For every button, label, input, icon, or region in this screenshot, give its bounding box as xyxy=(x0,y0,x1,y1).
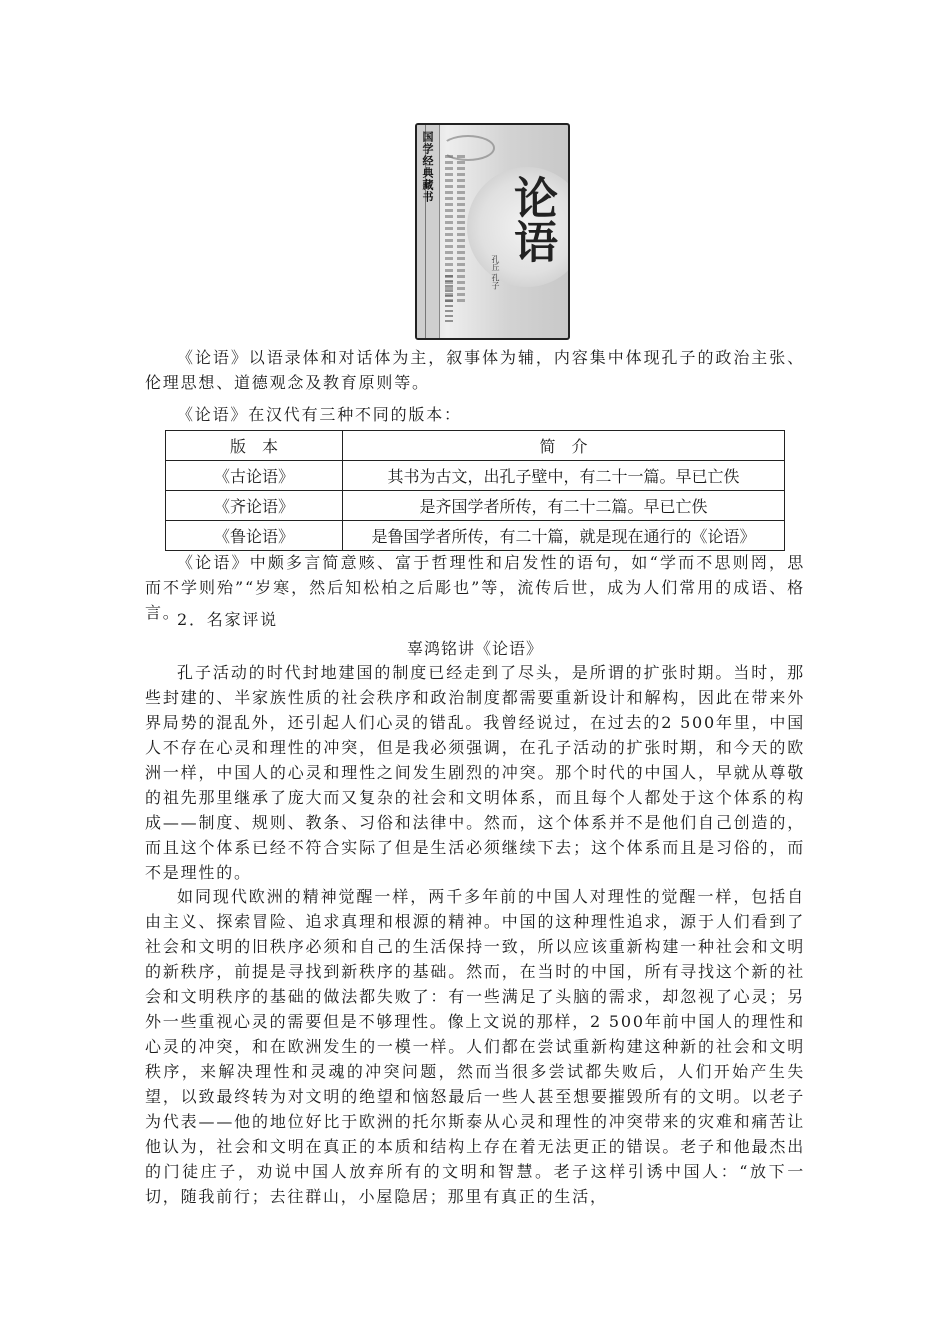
versions-table xyxy=(165,430,785,551)
book-cover-image xyxy=(415,123,570,340)
versions-intro: 《论语》在汉代有三种不同的版本： xyxy=(177,405,462,424)
table-row xyxy=(166,491,785,521)
table-row xyxy=(166,461,785,491)
table-header-cell: 简 介 xyxy=(343,431,785,461)
table-cell: 是鲁国学者所传，有二十篇，就是现在通行的《论语》 xyxy=(343,521,785,551)
cover-author: 孔丘 孔子 xyxy=(491,255,500,290)
table-row xyxy=(166,521,785,551)
table-cell: 《齐论语》 xyxy=(166,491,343,521)
table-cell: 其书为古文，出孔子壁中，有二十一篇。早已亡佚 xyxy=(343,461,785,491)
after-table-paragraph: 《论语》中颇多言简意赅、富于哲理性和启发性的语句，如“学而不思则罔，思而不学则殆”“岁寒，然后知松柏之后彫也”等，流传后世，成为人们常用的成语、格言。 xyxy=(145,553,805,622)
table-cell: 是齐国学者所传，有二十二篇。早已亡佚 xyxy=(343,491,785,521)
table-cell: 《古论语》 xyxy=(166,461,343,491)
table-header-row xyxy=(166,431,785,461)
cover-series-title: 国学经典藏书 xyxy=(421,131,434,203)
cover-title: 论语 xyxy=(506,175,557,263)
article-paragraph-2: 如同现代欧洲的精神觉醒一样，两千多年前的中国人对理性的觉醒一样，包括自由主义、探索冒险、追求真理和根源的精神。中国的这种理性追求，源于人们看到了社会和文明的旧秩序必须和自己的生活保持一致，所以应该重新构建一种社会和文明的新秩序，前提是寻找到新秩序的基础。然而，在当时的中国，所有寻找这个新的社会和文明秩序的基础的做法都失败了：有一些满足了头脑的需求，却忽视了心灵；另外一些重视心灵的需要但是不够理性。像上文说的那样，2 500年前中国人的理性和心灵的冲突，和在欧洲发生的一模一样。人们都在尝试重新构建这种新的社会和文明秩序，来解决理性和灵魂的冲突问题，然而当很多尝试都失败后，人们开始产生失望，以致最终转为对文明的绝望和恼怒最后一些人甚至想要摧毁所有的文明。以老子为代表——他的地位好比于欧洲的托尔斯泰从心灵和理性的冲突带来的灾难和痛苦让他认为，社会和文明在真正的本质和结构上存在着无法更正的错误。老子和他最杰出的门徒庄子，劝说中国人放弃所有的文明和智慧。老子这样引诱中国人：“放下一切，随我前行；去往群山，小屋隐居；那里有真正的生活， xyxy=(145,887,806,1206)
cover-publisher-mark xyxy=(445,275,453,323)
intro-paragraph: 《论语》以语录体和对话体为主，叙事体为辅，内容集中体现孔子的政治主张、伦理思想、道德观念及教育原则等。 xyxy=(145,348,805,392)
article-title: 辜鸿铭讲《论语》 xyxy=(406,639,543,658)
cover-small-text xyxy=(457,155,465,305)
table-header-cell: 版 本 xyxy=(166,431,343,461)
section-heading: 2．名家评说 xyxy=(177,610,278,629)
table-cell: 《鲁论语》 xyxy=(166,521,343,551)
article-paragraph-1: 孔子活动的时代封地建国的制度已经走到了尽头，是所谓的扩张时期。当时，那些封建的、半家族性质的社会秩序和政治制度都需要重新设计和解构，因此在带来外界局势的混乱外，还引起人们心灵的错乱。我曾经说过，在过去的2 500年里，中国人不存在心灵和理性的冲突，但是我必须强调，在孔子活动的扩张时期，和今天的欧洲一样，中国人的心灵和理性之间发生剧烈的冲突。那个时代的中国人，早就从尊敬的祖先那里继承了庞大而又复杂的社会和文明体系，而且每个人都处于这个体系的构成——制度、规则、教条、习俗和法律中。然而，这个体系并不是他们自己创造的，而且这个体系已经不符合实际了但是生活必须继续下去；这个体系而且是习俗的，而不是理性的。 xyxy=(145,663,806,882)
